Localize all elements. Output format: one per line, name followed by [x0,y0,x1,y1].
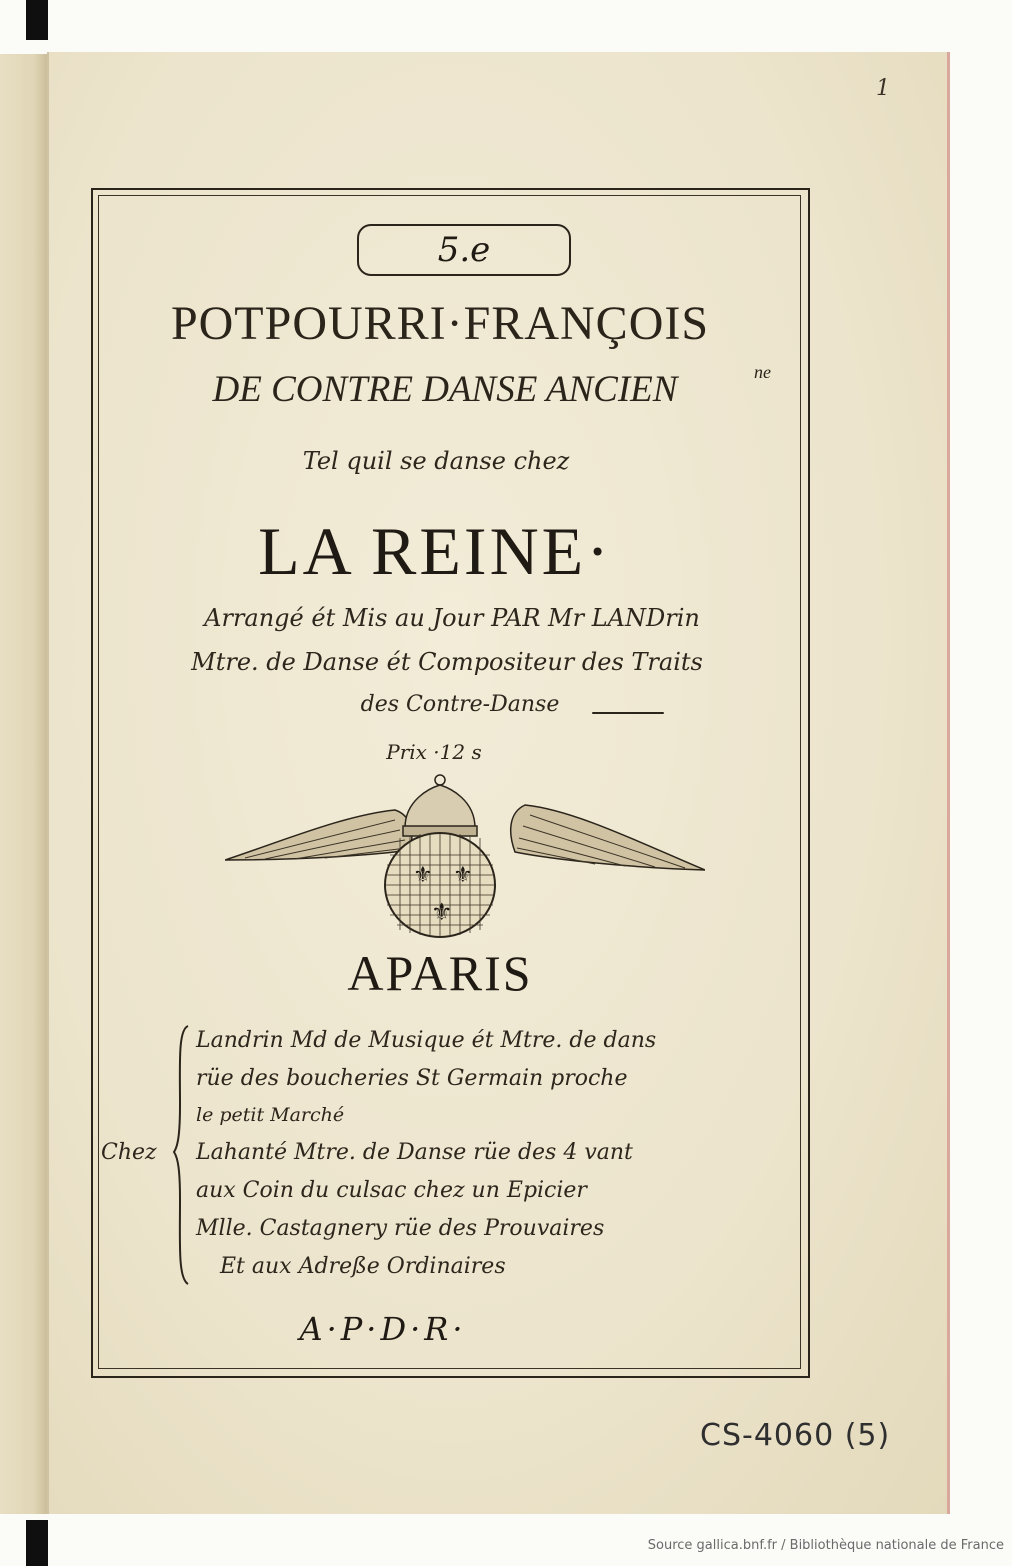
address-line: aux Coin du culsac chez un Epicier [196,1178,587,1203]
royal-crest-icon [225,770,705,950]
svg-text:⚜: ⚜ [431,898,453,926]
contre-danse-line: des Contre-Danse [360,692,560,717]
address-line: Et aux Adreße Ordinaires [220,1254,506,1279]
page-number: 1 [876,76,890,101]
title-line-1: POTPOURRI·FRANÇOIS [170,297,710,350]
privilege-mark: A·P·D·R· [299,1310,467,1348]
address-line: rüe des boucheries St Germain proche [196,1066,628,1091]
binding-tab-top [26,0,48,40]
address-brace-icon [172,1024,192,1286]
title-line-2: DE CONTRE DANSE ANCIEN [212,369,678,410]
facing-page-edge [0,54,48,1514]
volume-number: 5.e [437,230,491,270]
address-line: Lahanté Mtre. de Danse rüe des 4 vant [196,1140,633,1165]
shelfmark: CS-4060 (5) [700,1418,891,1453]
price: Prix ·12 s [386,740,482,764]
address-line: Mlle. Castagnery rüe des Prouvaires [196,1216,605,1241]
volume-cartouche [357,224,571,276]
imprint-city: APARIS [347,945,533,1001]
address-line: Landrin Md de Musique ét Mtre. de dans [196,1028,657,1053]
svg-text:⚜: ⚜ [413,863,433,888]
title-line-2-superscript: ne [754,362,771,382]
flourish-line [592,712,664,714]
title-line-3: Tel quil se danse chez [302,447,570,475]
source-credit: Source gallica.bnf.fr / Bibliothèque nationale de France [647,1538,1004,1553]
composer-line: Mtre. de Danse ét Compositeur des Traits [191,648,703,676]
arranger-line: Arrangé ét Mis au Jour PAR Mr LANDrin [204,604,700,632]
address-line: le petit Marché [196,1104,345,1126]
chez-label: Chez [101,1140,157,1165]
svg-text:⚜: ⚜ [453,863,473,888]
title-la-reine: LA REINE· [258,513,612,589]
binding-tab-bottom [26,1520,48,1566]
